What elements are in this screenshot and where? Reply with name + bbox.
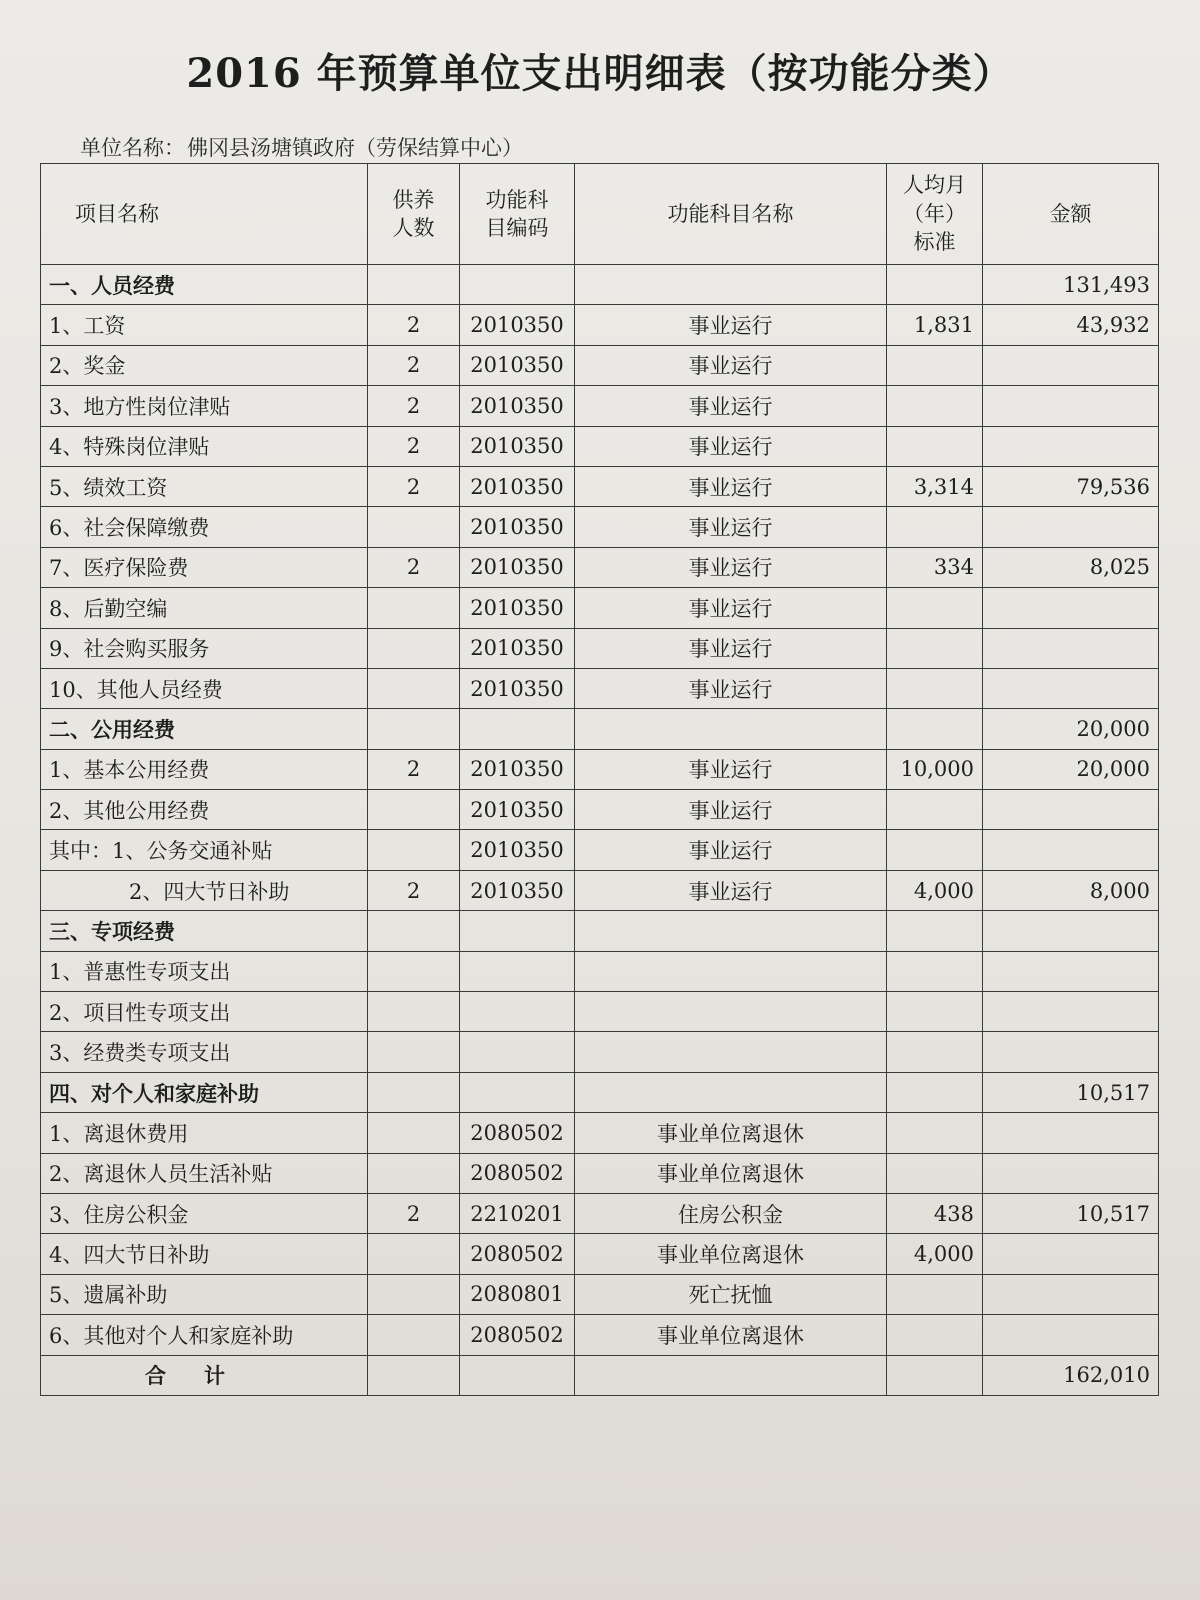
cell-name: 二、公用经费 bbox=[41, 709, 368, 749]
table-row bbox=[41, 386, 1159, 426]
header-standard bbox=[887, 164, 983, 265]
cell-people bbox=[368, 265, 460, 305]
cell-name: 2、奖金 bbox=[41, 345, 368, 385]
cell-amount bbox=[983, 790, 1159, 830]
cell-amount bbox=[983, 1234, 1159, 1274]
cell-subject: 死亡抚恤 bbox=[575, 1274, 887, 1314]
cell-standard: 3,314 bbox=[887, 466, 983, 506]
cell-people bbox=[368, 1315, 460, 1355]
cell-subject: 事业运行 bbox=[575, 870, 887, 910]
table-row bbox=[41, 426, 1159, 466]
section-row bbox=[41, 709, 1159, 749]
table-row bbox=[41, 790, 1159, 830]
cell-code: 2010350 bbox=[460, 547, 575, 587]
cell-people bbox=[368, 588, 460, 628]
cell-code: 2010350 bbox=[460, 588, 575, 628]
table-row bbox=[41, 1153, 1159, 1193]
cell-name: 1、工资 bbox=[41, 305, 368, 345]
cell-subject: 事业运行 bbox=[575, 426, 887, 466]
cell-subject: 事业运行 bbox=[575, 749, 887, 789]
cell-people bbox=[368, 951, 460, 991]
cell-people: 2 bbox=[368, 749, 460, 789]
cell-name: 4、四大节日补助 bbox=[41, 1234, 368, 1274]
table-row bbox=[41, 1274, 1159, 1314]
cell-name: 四、对个人和家庭补助 bbox=[41, 1072, 368, 1112]
cell-standard: 334 bbox=[887, 547, 983, 587]
section-row bbox=[41, 911, 1159, 951]
header-row bbox=[41, 164, 1159, 265]
cell-code bbox=[460, 911, 575, 951]
cell-standard bbox=[887, 951, 983, 991]
cell-subject: 事业单位离退休 bbox=[575, 1315, 887, 1355]
cell-amount: 20,000 bbox=[983, 709, 1159, 749]
total-standard bbox=[887, 1355, 983, 1395]
cell-standard bbox=[887, 1315, 983, 1355]
cell-people bbox=[368, 830, 460, 870]
cell-amount bbox=[983, 1032, 1159, 1072]
total-amount: 162,010 bbox=[983, 1355, 1159, 1395]
cell-people bbox=[368, 1234, 460, 1274]
cell-standard: 10,000 bbox=[887, 749, 983, 789]
table-row bbox=[41, 628, 1159, 668]
table-row bbox=[41, 749, 1159, 789]
cell-people bbox=[368, 992, 460, 1032]
cell-amount: 20,000 bbox=[983, 749, 1159, 789]
table-row bbox=[41, 870, 1159, 910]
cell-code: 2010350 bbox=[460, 628, 575, 668]
cell-subject: 事业单位离退休 bbox=[575, 1153, 887, 1193]
cell-subject: 事业运行 bbox=[575, 830, 887, 870]
cell-amount bbox=[983, 1315, 1159, 1355]
cell-code: 2010350 bbox=[460, 466, 575, 506]
cell-name: 一、人员经费 bbox=[41, 265, 368, 305]
cell-name: 3、住房公积金 bbox=[41, 1193, 368, 1233]
cell-name: 1、基本公用经费 bbox=[41, 749, 368, 789]
cell-name: 6、其他对个人和家庭补助 bbox=[41, 1315, 368, 1355]
budget-table-body bbox=[41, 164, 1159, 1396]
cell-name: 5、遗属补助 bbox=[41, 1274, 368, 1314]
cell-code: 2010350 bbox=[460, 386, 575, 426]
cell-people bbox=[368, 1274, 460, 1314]
cell-standard: 1,831 bbox=[887, 305, 983, 345]
cell-standard bbox=[887, 628, 983, 668]
cell-subject: 事业运行 bbox=[575, 790, 887, 830]
cell-standard bbox=[887, 588, 983, 628]
unit-name: 佛冈县汤塘镇政府（劳保结算中心） bbox=[187, 136, 523, 160]
cell-code: 2010350 bbox=[460, 830, 575, 870]
cell-name: 2、其他公用经费 bbox=[41, 790, 368, 830]
total-people bbox=[368, 1355, 460, 1395]
table-row bbox=[41, 830, 1159, 870]
cell-amount bbox=[983, 992, 1159, 1032]
cell-amount bbox=[983, 951, 1159, 991]
cell-name: 2、离退休人员生活补贴 bbox=[41, 1153, 368, 1193]
cell-subject bbox=[575, 992, 887, 1032]
table-row bbox=[41, 1032, 1159, 1072]
cell-standard bbox=[887, 709, 983, 749]
cell-subject bbox=[575, 265, 887, 305]
cell-code bbox=[460, 992, 575, 1032]
cell-subject: 事业运行 bbox=[575, 345, 887, 385]
cell-people bbox=[368, 628, 460, 668]
cell-amount: 43,932 bbox=[983, 305, 1159, 345]
cell-standard bbox=[887, 1153, 983, 1193]
table-row bbox=[41, 588, 1159, 628]
cell-standard bbox=[887, 1032, 983, 1072]
cell-name: 9、社会购买服务 bbox=[41, 628, 368, 668]
cell-standard bbox=[887, 1113, 983, 1153]
cell-people bbox=[368, 1153, 460, 1193]
cell-subject: 事业运行 bbox=[575, 466, 887, 506]
cell-amount: 8,025 bbox=[983, 547, 1159, 587]
cell-code: 2080502 bbox=[460, 1315, 575, 1355]
cell-name: 5、绩效工资 bbox=[41, 466, 368, 506]
cell-code bbox=[460, 951, 575, 991]
cell-amount: 10,517 bbox=[983, 1072, 1159, 1112]
cell-name: 3、经费类专项支出 bbox=[41, 1032, 368, 1072]
cell-people: 2 bbox=[368, 870, 460, 910]
cell-name: 6、社会保障缴费 bbox=[41, 507, 368, 547]
unit-label: 单位名称： bbox=[80, 136, 185, 160]
cell-people bbox=[368, 1113, 460, 1153]
cell-subject: 事业单位离退休 bbox=[575, 1234, 887, 1274]
cell-people bbox=[368, 709, 460, 749]
table-row bbox=[41, 547, 1159, 587]
cell-name: 其中：1、公务交通补贴 bbox=[41, 830, 368, 870]
cell-name: 7、医疗保险费 bbox=[41, 547, 368, 587]
cell-standard bbox=[887, 1274, 983, 1314]
cell-code: 2080502 bbox=[460, 1153, 575, 1193]
cell-amount bbox=[983, 507, 1159, 547]
cell-people bbox=[368, 911, 460, 951]
cell-subject bbox=[575, 1072, 887, 1112]
header-people bbox=[368, 164, 460, 265]
cell-code: 2080801 bbox=[460, 1274, 575, 1314]
cell-subject bbox=[575, 709, 887, 749]
cell-people bbox=[368, 507, 460, 547]
cell-standard bbox=[887, 386, 983, 426]
cell-standard bbox=[887, 265, 983, 305]
cell-standard bbox=[887, 668, 983, 708]
cell-standard bbox=[887, 830, 983, 870]
cell-subject: 事业运行 bbox=[575, 507, 887, 547]
cell-name: 三、专项经费 bbox=[41, 911, 368, 951]
cell-amount bbox=[983, 345, 1159, 385]
cell-name: 3、地方性岗位津贴 bbox=[41, 386, 368, 426]
cell-code: 2080502 bbox=[460, 1113, 575, 1153]
budget-table bbox=[40, 163, 1159, 1396]
cell-name: 1、普惠性专项支出 bbox=[41, 951, 368, 991]
cell-code: 2010350 bbox=[460, 345, 575, 385]
cell-people bbox=[368, 1072, 460, 1112]
cell-people: 2 bbox=[368, 345, 460, 385]
header-subject: 功能科目名称 bbox=[575, 164, 887, 265]
cell-people: 2 bbox=[368, 305, 460, 345]
cell-code bbox=[460, 709, 575, 749]
cell-standard bbox=[887, 790, 983, 830]
cell-standard bbox=[887, 992, 983, 1032]
cell-standard: 438 bbox=[887, 1193, 983, 1233]
cell-subject: 事业运行 bbox=[575, 547, 887, 587]
cell-people: 2 bbox=[368, 426, 460, 466]
cell-amount bbox=[983, 1274, 1159, 1314]
cell-subject bbox=[575, 951, 887, 991]
cell-standard bbox=[887, 1072, 983, 1112]
cell-subject bbox=[575, 911, 887, 951]
cell-name: 1、离退休费用 bbox=[41, 1113, 368, 1153]
header-amount: 金额 bbox=[983, 164, 1159, 265]
cell-amount bbox=[983, 911, 1159, 951]
cell-code: 2010350 bbox=[460, 668, 575, 708]
section-row bbox=[41, 1072, 1159, 1112]
cell-amount bbox=[983, 426, 1159, 466]
cell-code: 2010350 bbox=[460, 426, 575, 466]
cell-name: 4、特殊岗位津贴 bbox=[41, 426, 368, 466]
cell-people: 2 bbox=[368, 547, 460, 587]
cell-subject: 事业运行 bbox=[575, 628, 887, 668]
table-row bbox=[41, 1234, 1159, 1274]
cell-amount bbox=[983, 1113, 1159, 1153]
cell-code bbox=[460, 1072, 575, 1112]
cell-code bbox=[460, 265, 575, 305]
cell-code: 2010350 bbox=[460, 507, 575, 547]
table-row bbox=[41, 668, 1159, 708]
cell-people: 2 bbox=[368, 466, 460, 506]
cell-standard: 4,000 bbox=[887, 870, 983, 910]
table-row bbox=[41, 466, 1159, 506]
cell-code: 2010350 bbox=[460, 749, 575, 789]
cell-people bbox=[368, 668, 460, 708]
table-row bbox=[41, 992, 1159, 1032]
cell-code: 2010350 bbox=[460, 305, 575, 345]
cell-name: 10、其他人员经费 bbox=[41, 668, 368, 708]
table-row bbox=[41, 507, 1159, 547]
total-code bbox=[460, 1355, 575, 1395]
table-row bbox=[41, 1193, 1159, 1233]
cell-subject: 事业运行 bbox=[575, 386, 887, 426]
table-row bbox=[41, 305, 1159, 345]
total-subject bbox=[575, 1355, 887, 1395]
table-row bbox=[41, 951, 1159, 991]
document-title: 2016 年预算单位支出明细表（按功能分类） bbox=[186, 50, 1014, 97]
cell-amount bbox=[983, 668, 1159, 708]
header-item-name: 项目名称 bbox=[41, 164, 368, 265]
cell-code: 2010350 bbox=[460, 790, 575, 830]
cell-code: 2080502 bbox=[460, 1234, 575, 1274]
cell-name: 8、后勤空编 bbox=[41, 588, 368, 628]
cell-amount: 131,493 bbox=[983, 265, 1159, 305]
header-code-text: 功能科 目编码 bbox=[485, 187, 549, 240]
header-standard-text: 人均月 （年） 标准 bbox=[903, 173, 966, 255]
total-row bbox=[41, 1355, 1159, 1395]
cell-people: 2 bbox=[368, 386, 460, 426]
cell-standard: 4,000 bbox=[887, 1234, 983, 1274]
cell-amount: 10,517 bbox=[983, 1193, 1159, 1233]
cell-subject: 事业运行 bbox=[575, 588, 887, 628]
cell-name: 2、四大节日补助 bbox=[41, 870, 368, 910]
cell-subject: 事业运行 bbox=[575, 305, 887, 345]
cell-subject: 住房公积金 bbox=[575, 1193, 887, 1233]
cell-amount: 8,000 bbox=[983, 870, 1159, 910]
cell-people bbox=[368, 790, 460, 830]
cell-standard bbox=[887, 426, 983, 466]
cell-subject: 事业单位离退休 bbox=[575, 1113, 887, 1153]
table-row bbox=[41, 1315, 1159, 1355]
cell-amount bbox=[983, 1153, 1159, 1193]
cell-people: 2 bbox=[368, 1193, 460, 1233]
table-row bbox=[41, 345, 1159, 385]
cell-code: 2210201 bbox=[460, 1193, 575, 1233]
cell-standard bbox=[887, 507, 983, 547]
total-label: 合计 bbox=[41, 1355, 368, 1395]
cell-standard bbox=[887, 911, 983, 951]
cell-amount bbox=[983, 628, 1159, 668]
cell-code: 2010350 bbox=[460, 870, 575, 910]
cell-name: 2、项目性专项支出 bbox=[41, 992, 368, 1032]
cell-amount bbox=[983, 830, 1159, 870]
section-row bbox=[41, 265, 1159, 305]
cell-people bbox=[368, 1032, 460, 1072]
unit-line bbox=[80, 132, 523, 162]
table-row bbox=[41, 1113, 1159, 1153]
header-people-text: 供养 人数 bbox=[392, 187, 435, 240]
cell-amount bbox=[983, 588, 1159, 628]
cell-amount bbox=[983, 386, 1159, 426]
cell-standard bbox=[887, 345, 983, 385]
cell-subject: 事业运行 bbox=[575, 668, 887, 708]
header-code bbox=[460, 164, 575, 265]
cell-amount: 79,536 bbox=[983, 466, 1159, 506]
cell-subject bbox=[575, 1032, 887, 1072]
cell-code bbox=[460, 1032, 575, 1072]
